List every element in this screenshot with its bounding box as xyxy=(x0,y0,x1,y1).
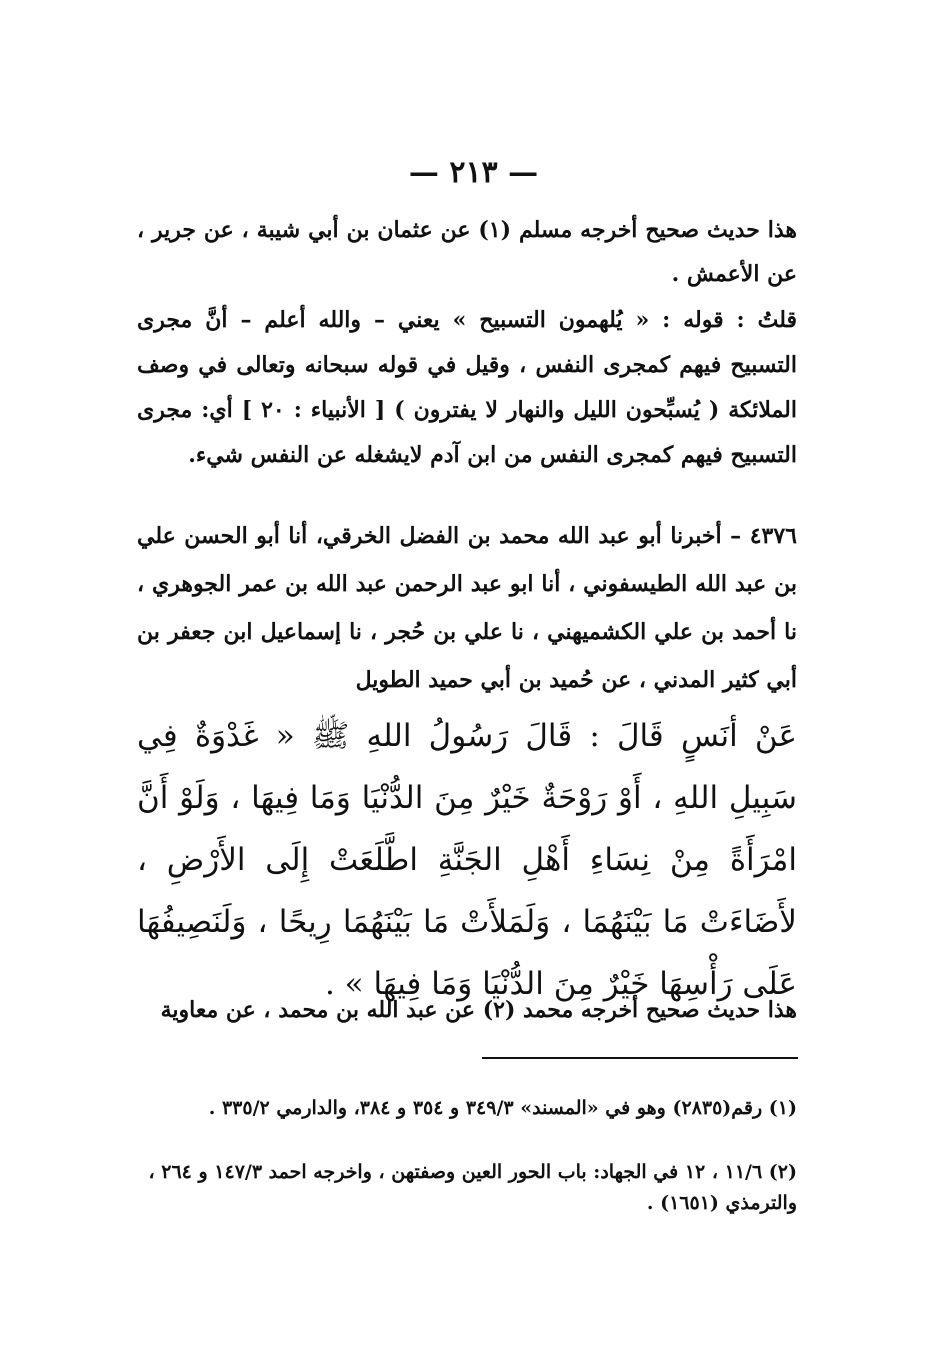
intro-paragraph: هذا حديث صحيح أخرجه مسلم (١) عن عثمان بن أبي شيبة ، عن جرير ، عن الأعمش . xyxy=(137,217,797,287)
page-number: — ٢١٣ — xyxy=(408,155,539,190)
commentary-paragraph: قلتُ : قوله : « يُلهمون التسبيح » يعني – والله أعلم – أنَّ مجرى التسبيح فيهم كمجرى النفس ، وقيل في قوله سبحانه وتعالى في وصف الملائكة ( يُسبِّحون الليل والنهار لا يفترون ) [ الأنبياء : ٢٠ ] أي: مجرى التسبيح فيهم كمجرى النفس من ابن آدم لايشغله عن النفس شيء. xyxy=(137,307,797,468)
closing-paragraph: هذا حديث صحيح أخرجه محمد (٢) عن عبد الله بن محمد ، عن معاوية xyxy=(160,997,797,1023)
footnote-2: (٢) ١١/٦ ، ١٢ في الجهاد: باب الحور العين وصفتهن ، واخرجه احمد ١٤٧/٣ و ٢٦٤ ، والترمذي (١٦٥١) . xyxy=(148,1161,797,1214)
footnote-1: (١) رقم(٢٨٣٥) وهو في «المسند» ٣٤٩/٣ و ٣٥٤ و ٣٨٤، والدارمي ٣٣٥/٢ . xyxy=(208,1097,797,1119)
footnote-divider xyxy=(482,1057,798,1059)
hadith-text: عَنْ أنَسٍ قَالَ : قَالَ رَسُولُ اللهِ ﷺ « غَدْوَةٌ فِي سَبِيلِ اللهِ ، أَوْ رَوْحَةٌ خَيْرٌ مِنَ الدُّنْيَا وَمَا فِيهَا ، وَلَوْ أَنَّ امْرَأَةً مِنْ نِسَاءِ أَهْلِ الجَنَّةِ اطَّلَعَتْ إِلَى الأَرْضِ ، لأَضَاءَتْ مَا بَيْنَهُمَا ، وَلَمَلأَتْ مَا بَيْنَهُمَا رِيحًا ، وَلَنَصِيفُهَا عَلَى رَأْسِهَا خَيْرٌ مِنَ الدُّنْيَا وَمَا فِيهَا » . xyxy=(137,718,797,1002)
isnad-paragraph: ٤٣٧٦ – أخبرنا أبو عبد الله محمد بن الفضل الخرقي، أنا أبو الحسن علي بن عبد الله الطيسفوني ، أنا ابو عبد الرحمن عبد الله بن عمر الجوهري ، نا أحمد بن علي الكشميهني ، نا علي بن حُجر ، نا إسماعيل ابن جعفر بن أبي كثير المدني ، عن حُميد بن أبي حميد الطويل xyxy=(137,523,797,693)
